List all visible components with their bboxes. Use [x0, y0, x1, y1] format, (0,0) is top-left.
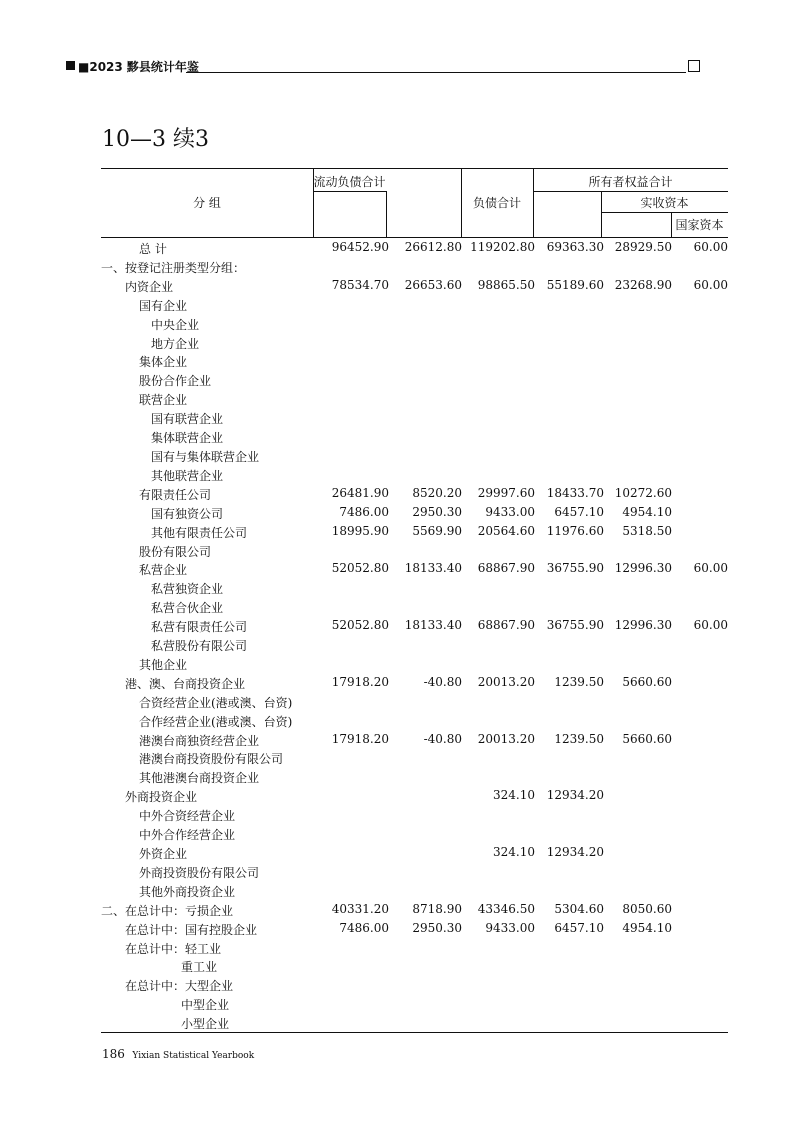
table-row [101, 503, 728, 522]
row-label: 有限责任公司 [139, 487, 212, 502]
table-row [101, 635, 728, 654]
table-row [101, 333, 728, 352]
col-divider [386, 191, 387, 237]
row-label: 股份合作企业 [139, 374, 212, 389]
row-label: 地方企业 [151, 336, 200, 351]
header-square-icon [66, 61, 75, 70]
row-label: 在总计中：国有控股企业 [125, 922, 258, 937]
row-value: 11976.60 [546, 523, 604, 538]
table-row [101, 805, 728, 824]
table-row [101, 900, 728, 919]
row-value: 68867.90 [477, 561, 535, 576]
row-label: 集体联营企业 [151, 431, 224, 446]
table-row [101, 1013, 728, 1032]
row-label: 私营独资企业 [151, 582, 224, 597]
table-row [101, 559, 728, 578]
row-label: 二、在总计中：亏损企业 [101, 903, 234, 918]
table-row [101, 276, 728, 295]
table-row [101, 295, 728, 314]
paid-in-capital-header: 实收资本 [640, 196, 689, 210]
row-value: 7486.00 [339, 504, 389, 519]
state-capital-header: 国家资本 [675, 218, 724, 232]
table-row [101, 616, 728, 635]
row-value: 60.00 [693, 618, 728, 633]
row-value: 23268.90 [614, 277, 672, 292]
row-value: 5318.50 [622, 523, 672, 538]
row-label: 股份有限公司 [139, 544, 212, 559]
row-value: 60.00 [693, 561, 728, 576]
row-value: 68867.90 [477, 618, 535, 633]
row-label: 港澳台商独资经营企业 [139, 733, 260, 748]
row-value: 36755.90 [546, 561, 604, 576]
row-value: -40.80 [423, 674, 462, 689]
row-value: 28929.50 [614, 240, 672, 254]
row-value: 9433.00 [485, 920, 535, 935]
header-rule [186, 72, 686, 73]
table-row [101, 427, 728, 446]
page-header [66, 58, 700, 74]
row-value: 69363.30 [546, 240, 604, 254]
row-label: 其他有限责任公司 [151, 525, 248, 540]
header-rule [313, 191, 386, 192]
table-row [101, 843, 728, 862]
table-row [101, 938, 728, 957]
row-value: 26481.90 [331, 485, 389, 500]
row-value: 12996.30 [614, 618, 672, 633]
table-row [101, 446, 728, 465]
row-label: 中型企业 [181, 998, 230, 1013]
row-label: 其他企业 [139, 657, 188, 672]
row-value: 52052.80 [331, 618, 389, 633]
header-rule [533, 191, 728, 192]
row-label: 中外合资经营企业 [139, 809, 236, 824]
row-label: 一、按登记注册类型分组： [101, 260, 246, 275]
row-value: 1239.50 [554, 731, 604, 746]
table-row [101, 597, 728, 616]
row-value: 20013.20 [477, 674, 535, 689]
row-value: 2950.30 [412, 504, 462, 519]
table-row [101, 692, 728, 711]
row-label: 国有独资公司 [151, 506, 224, 521]
row-label: 私营企业 [139, 563, 188, 578]
row-label: 其他港澳台商投资企业 [139, 771, 260, 786]
row-value: 4954.10 [622, 504, 672, 519]
publication-name: Yixian Statistical Yearbook [132, 1051, 255, 1061]
table-row [101, 238, 728, 257]
table-header [101, 168, 728, 238]
group-header: 分 组 [193, 196, 221, 210]
row-label: 联营企业 [139, 393, 188, 408]
row-value: 52052.80 [331, 561, 389, 576]
row-value: -40.80 [423, 731, 462, 746]
row-value: 6457.10 [554, 504, 604, 519]
table-row [101, 994, 728, 1013]
row-value: 8520.20 [412, 485, 462, 500]
table-row [101, 408, 728, 427]
table-bottom-rule [101, 1032, 728, 1033]
row-label: 国有企业 [139, 298, 188, 313]
row-value: 60.00 [693, 277, 728, 292]
table-row [101, 786, 728, 805]
owners-equity-header: 所有者权益合计 [588, 175, 673, 189]
table-row [101, 673, 728, 692]
table-row [101, 748, 728, 767]
row-label: 港、澳、台商投资企业 [125, 676, 246, 691]
row-value: 17918.20 [331, 731, 389, 746]
table-row [101, 351, 728, 370]
row-value: 12934.20 [546, 845, 604, 859]
row-value: 20013.20 [477, 731, 535, 746]
table-row [101, 522, 728, 541]
row-value: 29997.60 [477, 485, 535, 500]
row-value: 12934.20 [546, 788, 604, 803]
table-row [101, 484, 728, 503]
total-liabilities-header: 负债合计 [472, 196, 521, 210]
row-value: 5569.90 [412, 523, 462, 538]
table-row [101, 881, 728, 900]
row-value: 26653.60 [404, 277, 462, 292]
table-row [101, 389, 728, 408]
row-label: 合作经营企业(港或澳、台资) [139, 714, 293, 729]
row-value: 43346.50 [477, 901, 535, 916]
table-row [101, 711, 728, 730]
table-row [101, 541, 728, 560]
row-label: 内资企业 [125, 279, 174, 294]
row-label: 外商投资企业 [125, 790, 198, 805]
table-row [101, 654, 728, 673]
table-row [101, 370, 728, 389]
row-value: 8718.90 [412, 901, 462, 916]
table-row [101, 257, 728, 276]
row-label: 港澳台商投资股份有限公司 [139, 752, 284, 767]
row-label: 集体企业 [139, 355, 188, 370]
row-value: 18133.40 [404, 561, 462, 576]
row-value: 98865.50 [477, 277, 535, 292]
row-label: 中外合作经营企业 [139, 828, 236, 843]
row-value: 78534.70 [331, 277, 389, 292]
row-value: 4954.10 [622, 920, 672, 935]
table-row [101, 314, 728, 333]
row-label: 私营有限责任公司 [151, 620, 248, 635]
row-label: 私营股份有限公司 [151, 639, 248, 654]
row-label: 中央企业 [151, 317, 200, 332]
row-value: 26612.80 [404, 240, 462, 254]
row-value: 40331.20 [331, 901, 389, 916]
row-value: 5304.60 [554, 901, 604, 916]
row-label: 私营合伙企业 [151, 601, 224, 616]
row-value: 55189.60 [546, 277, 604, 292]
row-label: 其他联营企业 [151, 468, 224, 483]
header-box-icon [688, 60, 700, 72]
row-value: 324.10 [493, 788, 535, 803]
row-value: 18995.90 [331, 523, 389, 538]
row-label: 总 计 [139, 242, 167, 256]
row-value: 12996.30 [614, 561, 672, 576]
row-value: 10272.60 [614, 485, 672, 500]
row-value: 5660.60 [622, 731, 672, 746]
row-value: 8050.60 [622, 901, 672, 916]
table-row [101, 975, 728, 994]
row-label: 国有联营企业 [151, 412, 224, 427]
row-label: 国有与集体联营企业 [151, 449, 260, 464]
yearbook-title: ■2023 黟县统计年鉴 [78, 60, 199, 74]
row-value: 6457.10 [554, 920, 604, 935]
row-value: 36755.90 [546, 618, 604, 633]
table-row [101, 465, 728, 484]
row-value: 60.00 [693, 240, 728, 254]
row-label: 其他外商投资企业 [139, 884, 236, 899]
row-value: 20564.60 [477, 523, 535, 538]
table-row [101, 919, 728, 938]
table-title: 10—3 续3 [102, 127, 209, 152]
row-value: 9433.00 [485, 504, 535, 519]
row-value: 7486.00 [339, 920, 389, 935]
current-liabilities-header: 流动负债合计 [313, 175, 386, 189]
header-rule [601, 212, 728, 213]
table-row [101, 578, 728, 597]
row-label: 在总计中：大型企业 [125, 979, 234, 994]
table-row [101, 956, 728, 975]
row-value: 2950.30 [412, 920, 462, 935]
page-number: 186 [102, 1047, 125, 1061]
row-label: 在总计中：轻工业 [125, 941, 222, 956]
row-label: 合资经营企业(港或澳、台资) [139, 695, 293, 710]
table-row [101, 824, 728, 843]
row-value: 119202.80 [470, 240, 535, 254]
row-label: 外商投资股份有限公司 [139, 865, 260, 880]
row-value: 17918.20 [331, 674, 389, 689]
table-row [101, 730, 728, 749]
row-value: 5660.60 [622, 674, 672, 689]
row-value: 96452.90 [331, 240, 389, 254]
row-value: 18133.40 [404, 618, 462, 633]
row-label: 重工业 [181, 960, 218, 975]
data-table [101, 168, 728, 1033]
row-value: 18433.70 [546, 485, 604, 500]
row-label: 小型企业 [181, 1017, 230, 1032]
row-value: 324.10 [493, 845, 535, 859]
row-label: 外资企业 [139, 847, 188, 861]
table-row [101, 862, 728, 881]
table-row [101, 767, 728, 786]
table-body [101, 238, 728, 1032]
page-footer [102, 1047, 254, 1061]
row-value: 1239.50 [554, 674, 604, 689]
